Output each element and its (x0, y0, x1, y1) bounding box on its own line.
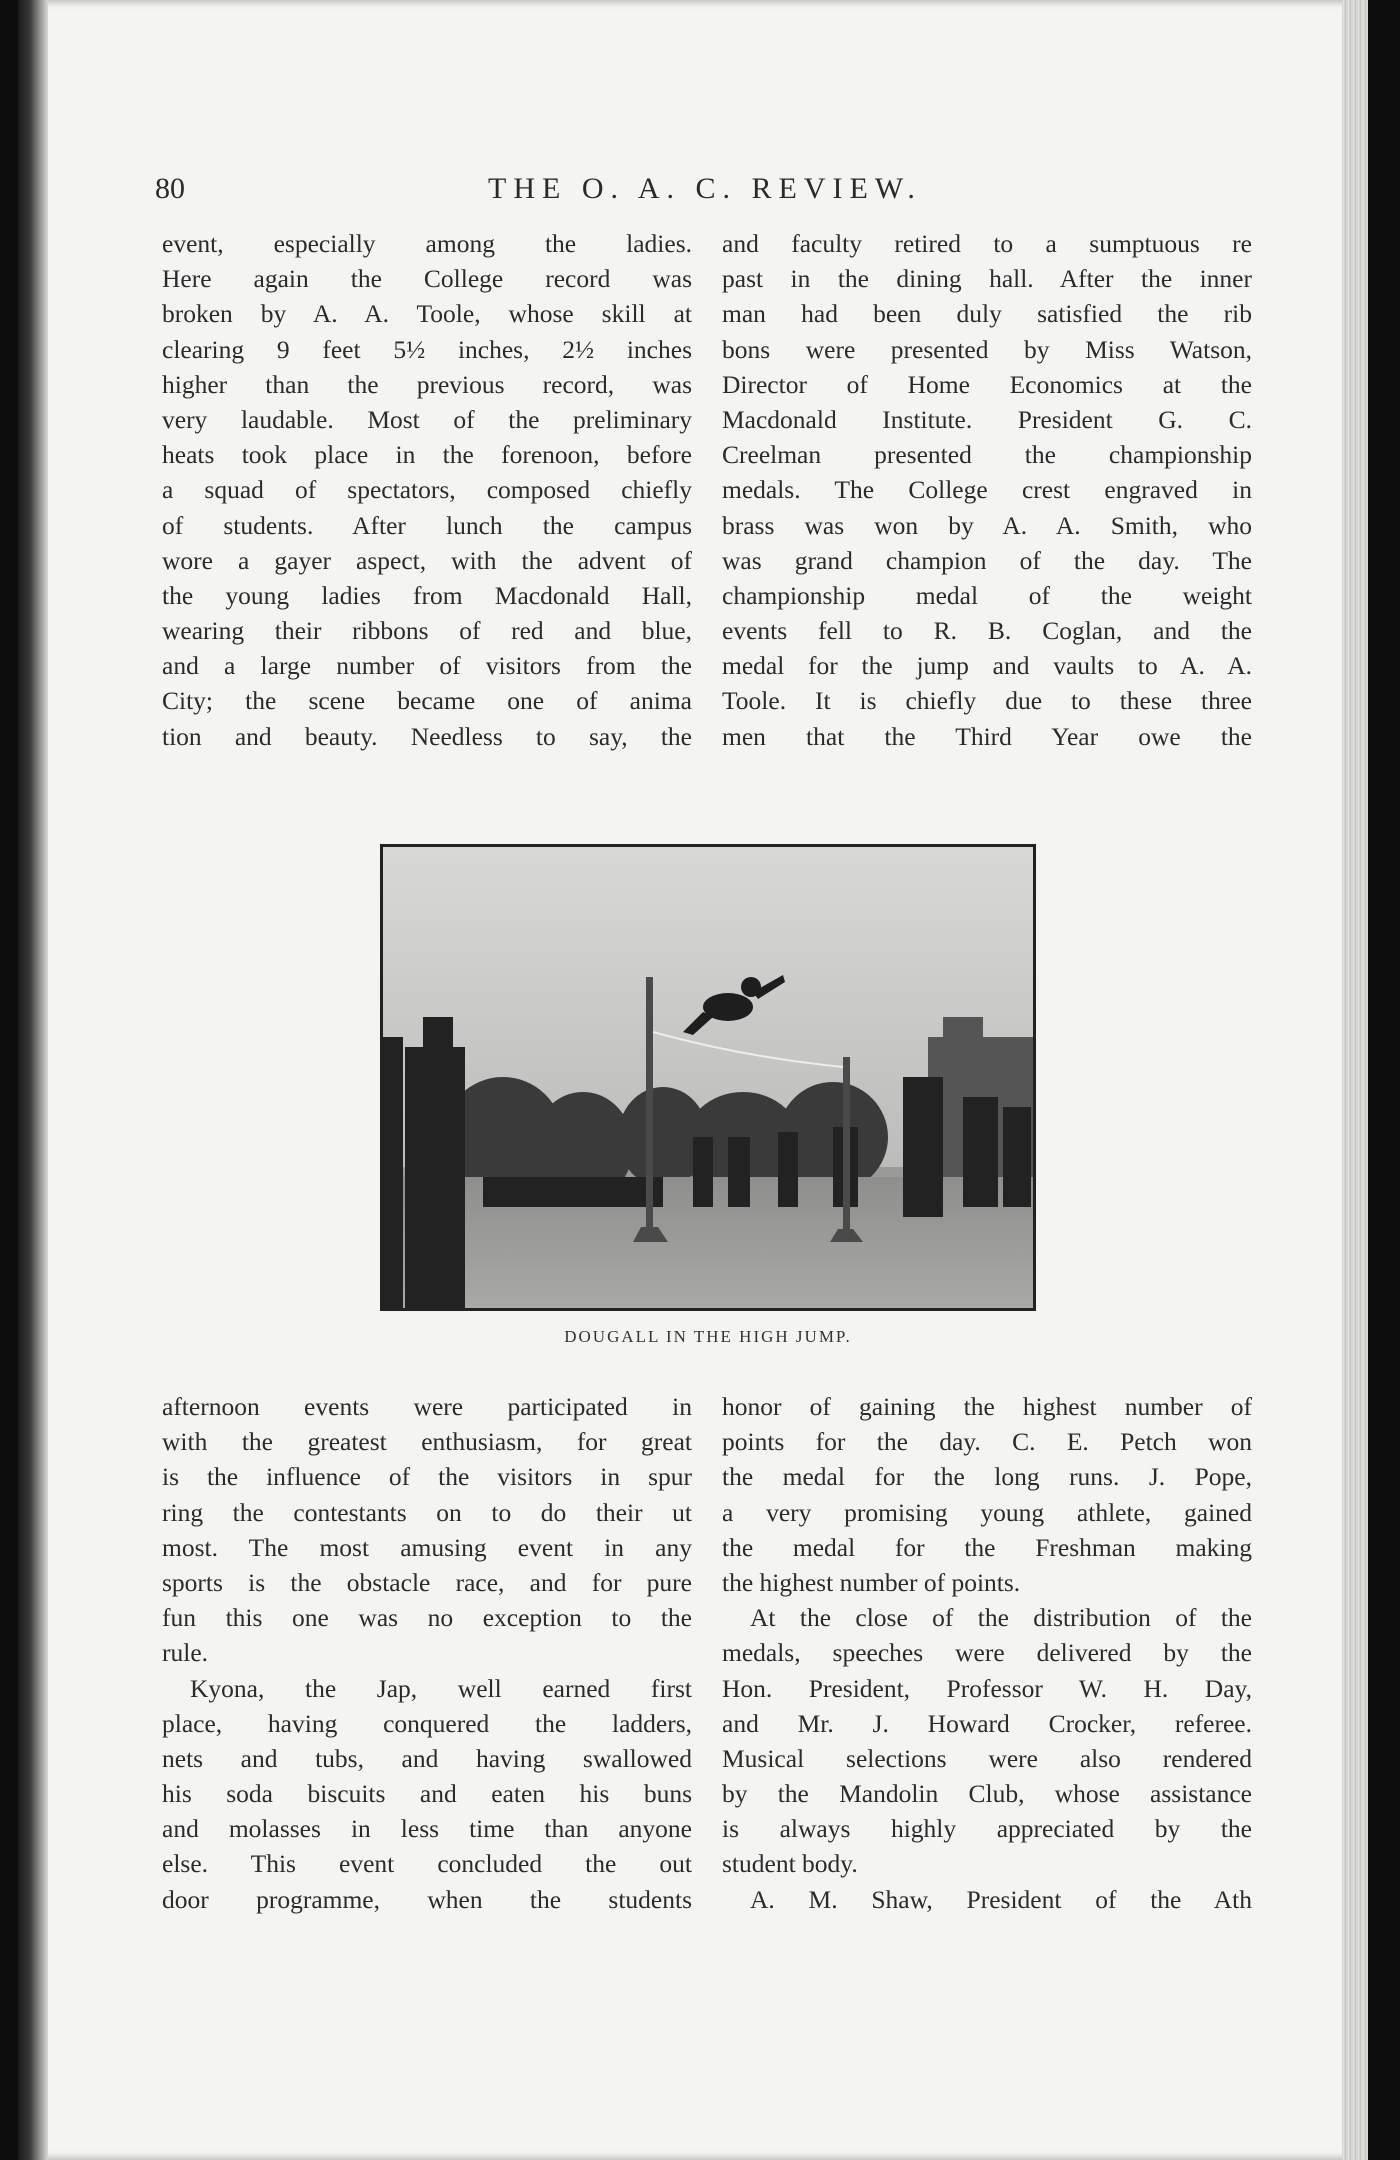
text-line: Toole. It is chiefly due to these three (722, 686, 1252, 716)
page-number: 80 (155, 172, 185, 205)
page-header (155, 172, 1255, 212)
text-line: fun this one was no exception to the (162, 1603, 692, 1633)
photo-caption: DOUGALL IN THE HIGH JUMP. (564, 1327, 852, 1346)
text-line: most. The most amusing event in any (162, 1532, 692, 1562)
text-line: Kyona, the Jap, well earned first (190, 1673, 692, 1703)
text-line: a squad of spectators, composed chiefly (162, 475, 692, 505)
text-line: brass was won by A. A. Smith, who (722, 510, 1252, 540)
text-line: place, having conquered the ladders, (162, 1708, 692, 1738)
text-line: is always highly appreciated by the (722, 1814, 1252, 1844)
text-line: heats took place in the forenoon, before (162, 440, 692, 470)
text-line: a very promising young athlete, gained (722, 1497, 1252, 1527)
text-line: bons were presented by Miss Watson, (722, 334, 1252, 364)
text-line: rule. (162, 1638, 209, 1668)
text-line: else. This event concluded the out (162, 1849, 692, 1879)
column-top-right (722, 226, 1252, 754)
text-line: door programme, when the students (162, 1884, 692, 1914)
text-line: his soda biscuits and eaten his buns (162, 1779, 692, 1809)
text-line: and molasses in less time than anyone (162, 1814, 692, 1844)
text-line: Director of Home Economics at the (722, 369, 1252, 399)
text-line: and Mr. J. Howard Crocker, referee. (722, 1708, 1252, 1738)
text-line: tion and beauty. Needless to say, the (162, 721, 692, 751)
text-line: by the Mandolin Club, whose assistance (722, 1779, 1252, 1809)
text-line: past in the dining hall. After the inner (722, 264, 1252, 294)
text-line: events fell to R. B. Coglan, and the (722, 616, 1252, 646)
photo-illustration (383, 847, 1033, 1308)
text-line: clearing 9 feet 5½ inches, 2½ inches (162, 334, 692, 364)
text-line: with the greatest enthusiasm, for great (162, 1427, 692, 1457)
text-line: At the close of the distribution of the (750, 1603, 1252, 1633)
text-line: student body. (722, 1849, 858, 1879)
text-line: points for the day. C. E. Petch won (722, 1427, 1252, 1457)
text-line: wearing their ribbons of red and blue, (162, 616, 692, 646)
column-bottom-right (722, 1389, 1252, 1917)
text-line: very laudable. Most of the preliminary (162, 404, 692, 434)
text-line: and faculty retired to a sumptuous re (722, 229, 1252, 258)
text-line: the medal for the Freshman making (722, 1532, 1252, 1562)
text-line: ring the contestants on to do their ut (162, 1497, 692, 1527)
text-line: medals. The College crest engraved in (722, 475, 1252, 505)
text-line: Creelman presented the championship (722, 440, 1252, 470)
text-line: wore a gayer aspect, with the advent of (162, 545, 692, 575)
text-line: is the influence of the visitors in spur (162, 1462, 692, 1492)
text-line: Macdonald Institute. President G. C. (722, 404, 1252, 434)
text-line: the young ladies from Macdonald Hall, (162, 580, 692, 610)
running-title: THE O. A. C. REVIEW. (488, 172, 922, 205)
text-line: Hon. President, Professor W. H. Day, (722, 1673, 1252, 1703)
book-binding (18, 0, 48, 2160)
text-line: championship medal of the weight (722, 580, 1252, 610)
text-line: City; the scene became one of anima (162, 686, 692, 716)
text-line: and a large number of visitors from the (162, 651, 692, 681)
text-line: event, especially among the ladies. (162, 229, 692, 258)
text-line: Musical selections were also rendered (722, 1743, 1252, 1773)
text-line: medal for the jump and vaults to A. A. (722, 651, 1252, 681)
text-line: medals, speeches were delivered by the (722, 1638, 1252, 1668)
column-top-left (162, 226, 692, 754)
text-line: men that the Third Year owe the (722, 721, 1252, 751)
column-bottom-left (162, 1389, 692, 1917)
text-line: the medal for the long runs. J. Pope, (722, 1462, 1252, 1492)
text-line: A. M. Shaw, President of the Ath (750, 1884, 1252, 1914)
text-line: the highest number of points. (722, 1567, 1021, 1597)
text-line: honor of gaining the highest number of (722, 1392, 1252, 1421)
text-line: higher than the previous record, was (162, 369, 692, 399)
text-line: nets and tubs, and having swallowed (162, 1743, 692, 1773)
text-line: sports is the obstacle race, and for pure (162, 1567, 692, 1597)
text-line: afternoon events were participated in (162, 1392, 692, 1421)
high-jump-photo (380, 844, 1036, 1311)
text-line: man had been duly satisfied the rib (722, 299, 1252, 329)
page-edges (1342, 0, 1368, 2160)
text-line: broken by A. A. Toole, whose skill at (162, 299, 692, 329)
text-line: was grand champion of the day. The (722, 545, 1252, 575)
text-line: Here again the College record was (162, 264, 692, 294)
text-line: of students. After lunch the campus (162, 510, 692, 540)
